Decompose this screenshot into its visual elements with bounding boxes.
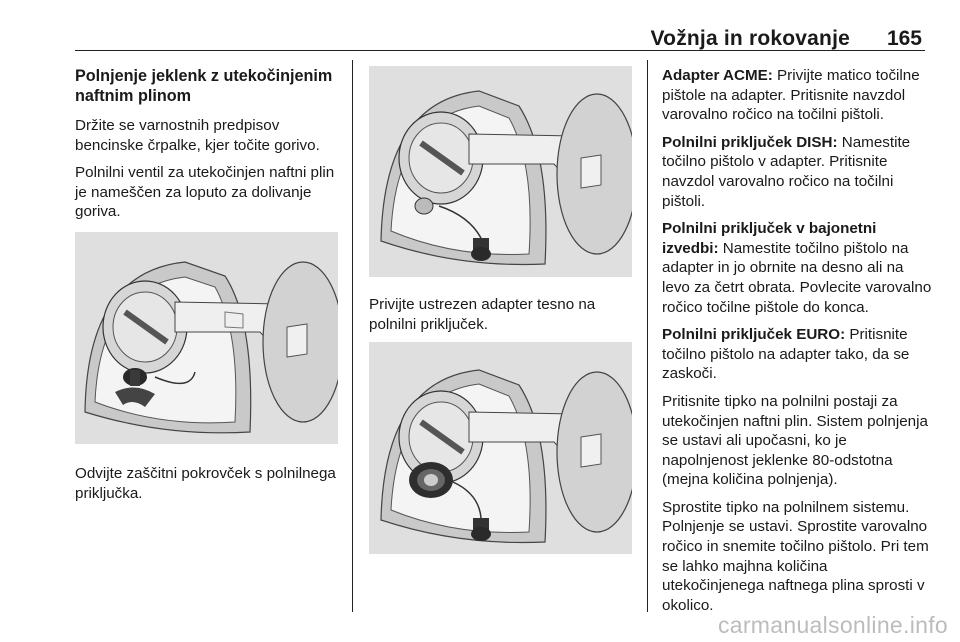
text-bayonet: Namestite točilno pištolo na adapter in jo obrnite na desno ali na levo za četrt obrata. Povlecite varovalno ročico točilne pištole do konca. — [662, 239, 932, 316]
illustration-adapter-fitted — [369, 342, 632, 554]
label-dish: Polnilni priključek DISH: — [662, 133, 838, 151]
column-divider-2 — [647, 60, 648, 612]
illustration-cap-removed — [369, 66, 632, 277]
fuel-filler-open-illustration — [369, 66, 632, 277]
fuel-flap-cap-illustration — [75, 232, 338, 444]
paragraph-euro — [662, 325, 932, 384]
paragraph-bayonet — [662, 219, 932, 317]
page-number: 165 — [886, 27, 922, 50]
header-rule — [75, 50, 925, 51]
text-euro: Pritisnite točilno pištolo na adapter tako, da se zaskoči. — [662, 326, 910, 383]
label-acme: Adapter ACME: — [662, 67, 773, 84]
illustration-protective-cap — [75, 232, 338, 444]
caption-unscrew-cap: Odvijte zaščitni pokrovček s polnilnega priključka. — [75, 464, 336, 502]
section-heading: Polnjenje jeklenk z utekočinjenim naftnim plinom — [75, 67, 333, 105]
caption-screw-adapter: Privijte ustrezen adapter tesno na polnilni priključek. — [369, 296, 596, 333]
paragraph-press-button: Pritisnite tipko na polnilni postaji za utekočinjen naftni plin. Sistem polnjenja se ustavi ali upočasni, ko je napolnjenost jeklenke 80-odstotna (mejna količina polnjenja). — [662, 392, 928, 489]
column-2 — [369, 66, 633, 554]
paragraph-release-button: Sprostite tipko na polnilnem sistemu. Polnjenje se ustavi. Sprostite varovalno ročico in snemite točilno pištolo. Pri tem se lahko majhna količina utekočinjenega naftnega plina sprosti v okolico. — [662, 498, 929, 614]
column-1 — [75, 66, 345, 511]
text-acme: Privijte matico točilne pištole na adapter. Pritisnite navzdol varovalno ročico na točilni pištoli. — [662, 67, 920, 124]
paragraph-dish — [662, 133, 932, 211]
text-dish: Namestite točilno pištolo v adapter. Pritisnite navzdol varovalno ročico na točilni pištoli. — [662, 133, 911, 210]
paragraph-acme — [662, 66, 932, 125]
paragraph-safety: Držite se varnostnih predpisov bencinske črpalke, kjer točite gorivo. — [75, 117, 320, 154]
running-header-title: Vožnja in rokovanje — [650, 27, 850, 50]
column-divider-1 — [352, 60, 353, 612]
watermark: carmanualsonline.info — [717, 612, 948, 638]
column-3 — [662, 66, 932, 623]
paragraph-valve-location: Polnilni ventil za utekočinjen naftni plin je nameščen za loputo za dolivanje goriva. — [75, 164, 335, 221]
adapter-fitted-illustration — [369, 342, 632, 554]
label-bayonet: Polnilni priključek v bajonetni izvedbi: — [662, 220, 877, 257]
label-euro: Polnilni priključek EURO: — [662, 326, 846, 344]
